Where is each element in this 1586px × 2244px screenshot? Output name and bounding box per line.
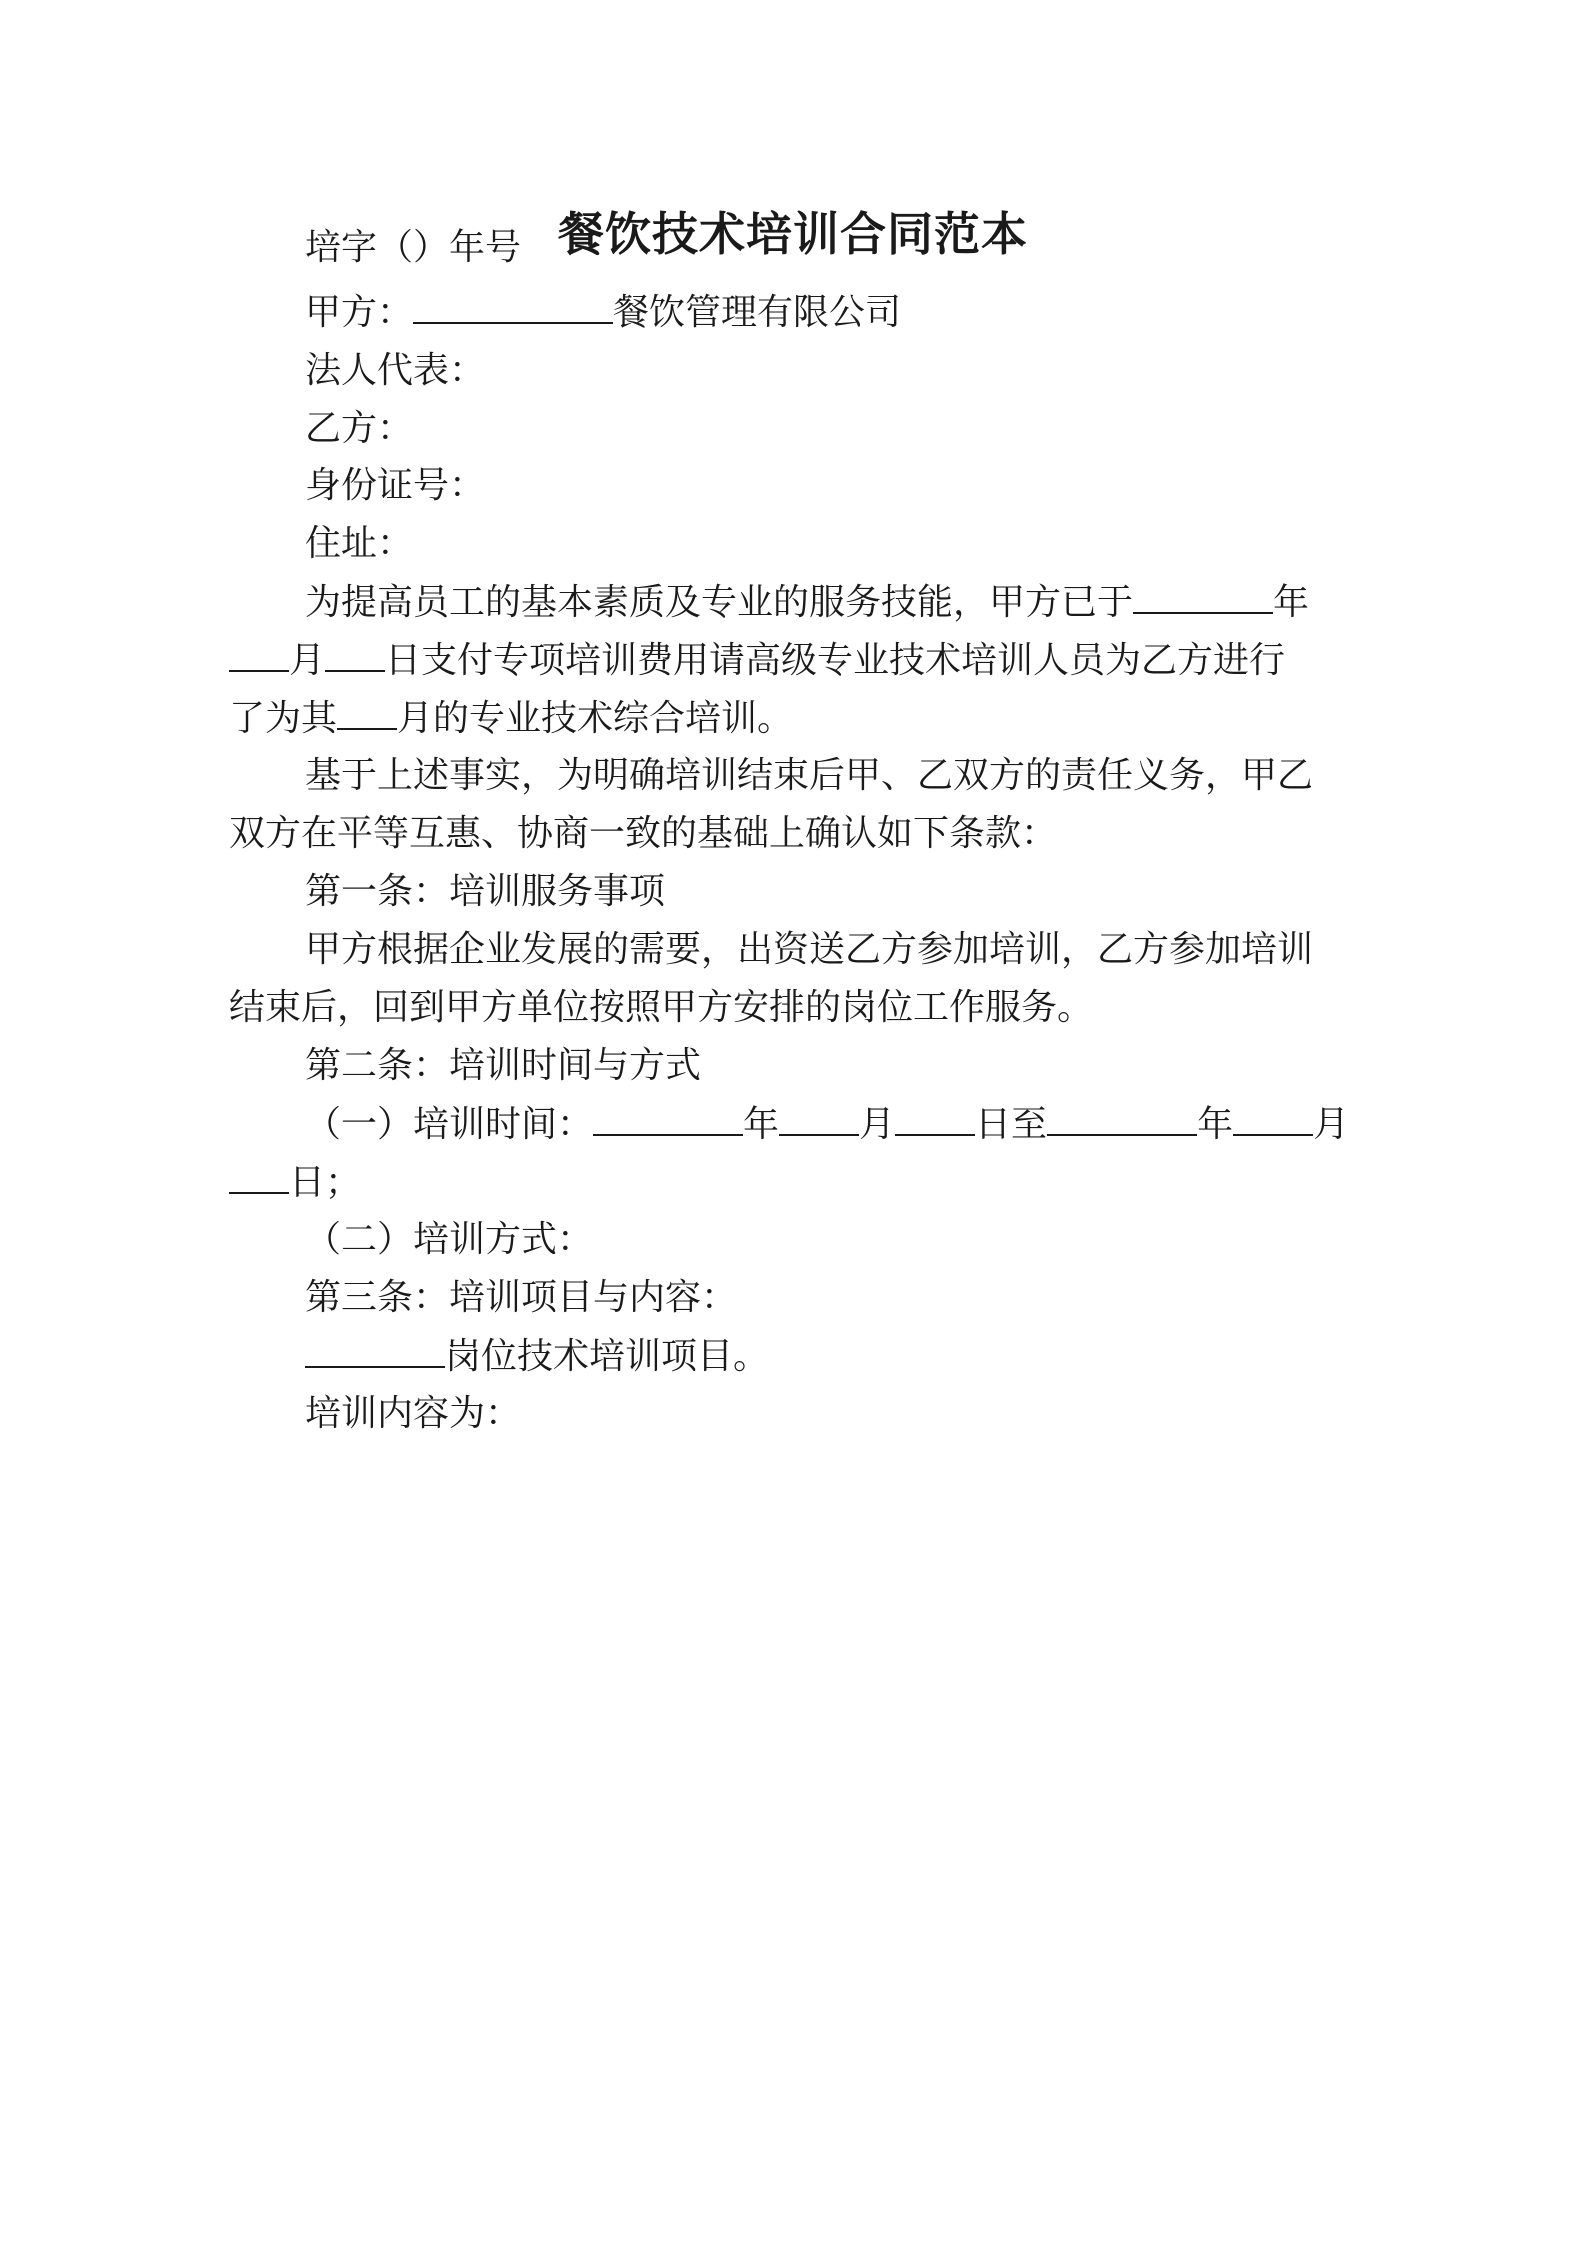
intro-line-3: 了为其 月的专业技术综合培训。	[229, 694, 1369, 743]
blank-line	[413, 288, 613, 324]
basis-line-2: 双方在平等互惠、协商一致的基础上确认如下条款：	[229, 813, 1058, 854]
blank-line	[895, 1100, 975, 1136]
blank-line	[305, 1332, 445, 1368]
article1-heading: 第一条：培训服务事项	[305, 871, 666, 912]
party-b-line: 乙方：	[305, 408, 414, 449]
basis-line-1: 基于上述事实，为明确培训结束后甲、乙双方的责任义务，甲乙	[305, 755, 1314, 796]
blank-line	[229, 636, 289, 672]
training-time-line: （一）培训时间： 年 月 日至 年 月	[229, 1100, 1445, 1149]
document-title: 餐饮技术培训合同范本	[558, 207, 1028, 261]
id-number-line: 身份证号：	[305, 465, 486, 506]
article1-line-2: 结束后，回到甲方单位按照甲方安排的岗位工作服务。	[229, 987, 1094, 1028]
blank-line	[337, 694, 397, 730]
blank-line	[325, 636, 385, 672]
article3-heading: 第三条：培训项目与内容：	[305, 1277, 738, 1318]
blank-line	[593, 1100, 743, 1136]
training-time-end: 日；	[229, 1158, 1369, 1207]
article1-line-1: 甲方根据企业发展的需要，出资送乙方参加培训，乙方参加培训	[305, 929, 1314, 970]
blank-line	[229, 1158, 289, 1194]
legal-rep-line: 法人代表：	[305, 350, 486, 391]
blank-line	[1133, 578, 1273, 614]
article2-heading: 第二条：培训时间与方式	[305, 1045, 702, 1086]
blank-line	[1233, 1100, 1313, 1136]
intro-line-1: 为提高员工的基本素质及专业的服务技能，甲方已于 年	[229, 578, 1445, 627]
blank-line	[1047, 1100, 1197, 1136]
doc-number: 培字（）年号	[305, 227, 522, 268]
blank-line	[779, 1100, 859, 1136]
intro-line-2: 月 日支付专项培训费用请高级专业技术培训人员为乙方进行	[229, 636, 1369, 685]
training-method-line: （二）培训方式：	[305, 1219, 594, 1260]
content-label: 培训内容为：	[305, 1393, 522, 1434]
address-line: 住址：	[305, 523, 414, 564]
party-a-line: 甲方： 餐饮管理有限公司	[229, 288, 1445, 337]
project-line: 岗位技术培训项目。	[229, 1332, 1445, 1381]
